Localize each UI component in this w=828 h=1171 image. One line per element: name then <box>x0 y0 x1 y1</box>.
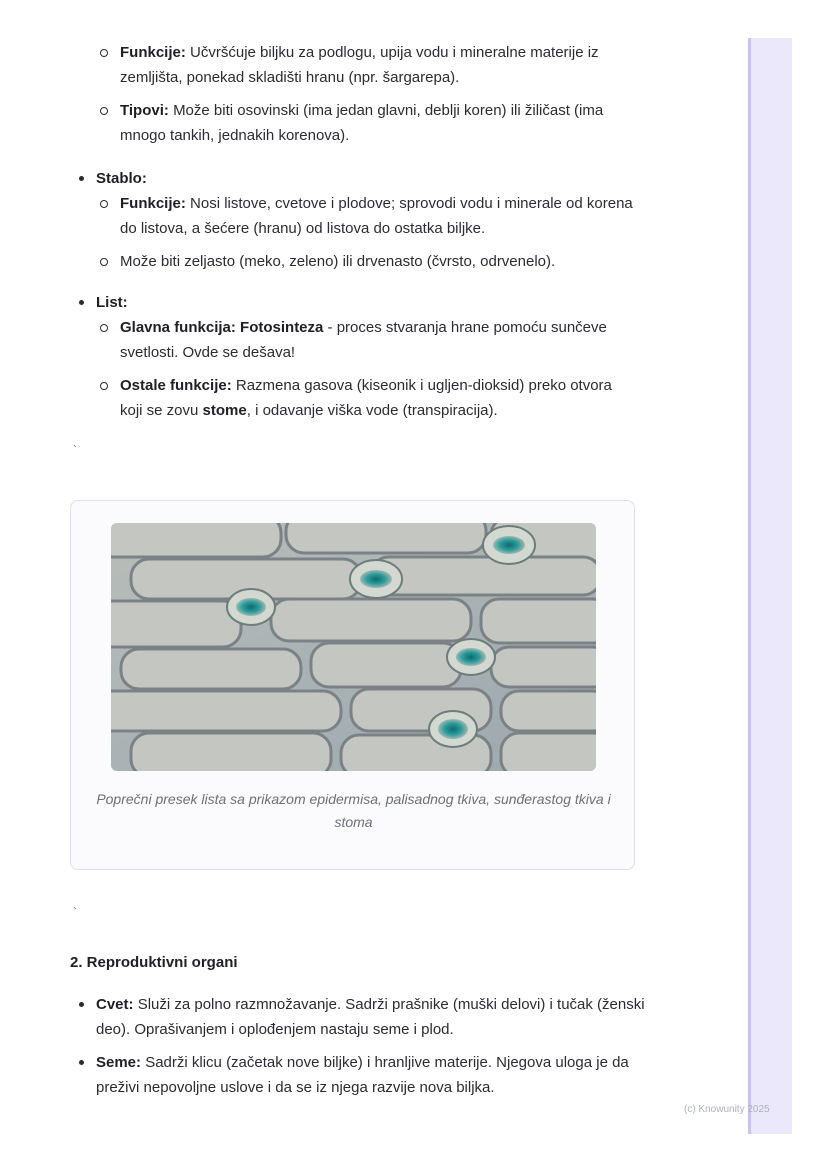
list-item <box>96 166 636 274</box>
sidebar-strip <box>748 38 792 1134</box>
root-sublist <box>96 40 636 148</box>
list-item: Funkcije: Nosi listove, cvetove i plodove; sprovodi vodu i minerale od korena do listova, a šećere (hranu) od listova do ostatka biljke. <box>96 191 636 241</box>
list-item: Može biti zeljasto (meko, zeleno) ili drvenasto (čvrsto, odrvenelo). <box>96 249 636 274</box>
list-item: Tipovi: Može biti osovinski (ima jedan glavni, deblji koren) ili žiličast (ima mnogo tankih, jednakih korenova). <box>96 98 636 148</box>
list-item: Seme: Sadrži klicu (začetak nove biljke) i hranljive materije. Njegova uloga je da preživi nepovoljne uslove i da se iz njega razvije nova biljka. <box>96 1050 656 1100</box>
tick-mark: ` <box>73 905 77 919</box>
stem-sublist <box>96 191 636 274</box>
stem-list <box>96 166 636 282</box>
section-title: List: <box>96 294 128 311</box>
list-item: Ostale funkcije: Razmena gasova (kiseonik i ugljen-dioksid) preko otvora koji se zovu stome, i odavanje viška vode (transpiracija). <box>96 373 636 423</box>
leaf-epidermis-image <box>111 523 596 771</box>
figure-caption: Poprečni presek lista sa prikazom epidermisa, palisadnog tkiva, sunđerastog tkiva i stoma <box>96 791 611 830</box>
tick-mark: ` <box>73 443 77 457</box>
watermark: (c) Knowunity 2025 <box>684 1104 770 1115</box>
list-item: Cvet: Služi za polno razmnožavanje. Sadrži prašnike (muški delovi) i tučak (ženski deo). Oprašivanjem i oplođenjem nastaju seme i plod. <box>96 992 656 1042</box>
section-title: Stablo: <box>96 170 147 187</box>
list-item: Funkcije: Učvršćuje biljku za podlogu, upija vodu i mineralne materije iz zemljišta, ponekad skladišti hranu (npr. šargarepa). <box>96 40 636 90</box>
list-item <box>96 290 636 423</box>
leaf-list <box>96 290 636 431</box>
figure-card <box>70 500 635 870</box>
leaf-sublist <box>96 315 636 423</box>
root-list <box>96 40 636 156</box>
list-item: Glavna funkcija: Fotosinteza - proces stvaranja hrane pomoću sunčeve svetlosti. Ovde se dešava! <box>96 315 636 365</box>
section-heading: 2. Reproduktivni organi <box>70 954 238 971</box>
reproductive-list <box>96 992 656 1108</box>
